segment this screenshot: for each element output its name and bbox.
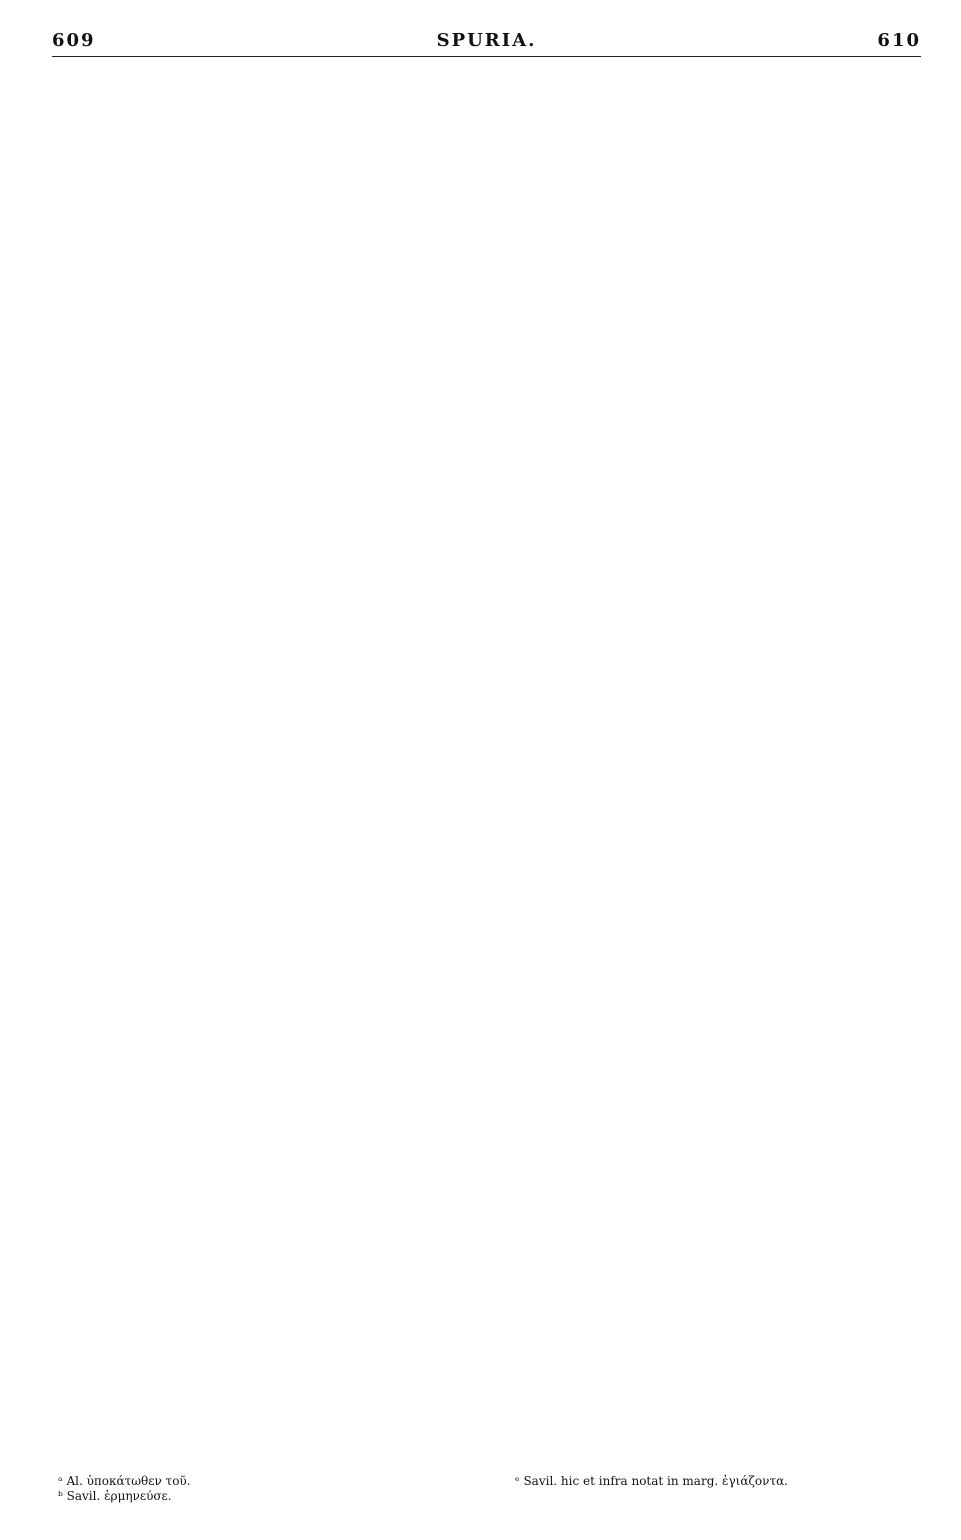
footnote: ᵉ Savil. hic et infra notat in marg. ἐγιάζοντα. <box>515 1474 788 1488</box>
footnote: ᵃ Al. ὑποκάτωθεν τοῦ. <box>58 1474 191 1488</box>
right-page-number: 610 <box>877 30 921 51</box>
right-footnotes <box>515 1474 788 1489</box>
header-rule <box>52 56 921 57</box>
left-footnotes <box>58 1474 191 1504</box>
right-text-column <box>491 64 921 1474</box>
left-page-number: 609 <box>52 30 96 51</box>
page-running-title: SPURIA. <box>436 30 537 51</box>
footnote: ᵇ Savil. ἑρμηνεύσε. <box>58 1489 172 1503</box>
left-text-column <box>52 64 482 1474</box>
page-header <box>52 30 921 54</box>
